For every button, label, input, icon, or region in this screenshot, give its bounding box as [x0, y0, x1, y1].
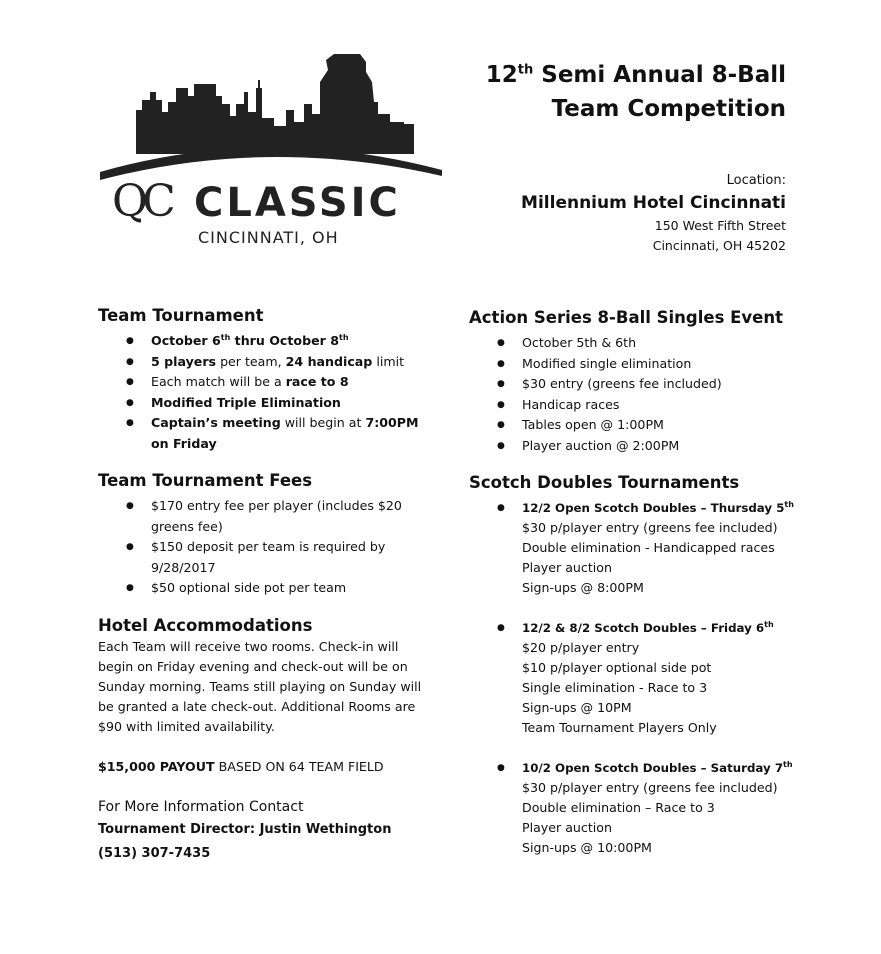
tournament-director: Tournament Director: Justin Wethington — [98, 821, 392, 837]
scotch-event-line: Double elimination - Handicapped races — [522, 540, 775, 555]
location-block — [521, 172, 786, 256]
scotch-event-line: Sign-ups @ 10PM — [522, 700, 632, 715]
scotch-event-line: $20 p/player entry — [522, 640, 640, 655]
title-line-2: Team Competition — [551, 96, 786, 122]
list-item: ● October 5th & 6th — [522, 333, 799, 354]
venue-city: Cincinnati, OH 45202 — [652, 238, 786, 253]
title-line-1-text: Semi Annual 8-Ball — [541, 62, 786, 88]
scotch-event-saturday — [469, 758, 799, 858]
left-column — [98, 305, 428, 866]
list-item: ● Captain’s meeting will begin at 7:00PM on Friday — [151, 413, 428, 454]
scotch-events — [469, 498, 799, 858]
fees-list — [98, 496, 428, 599]
scotch-event-line: Double elimination – Race to 3 — [522, 800, 715, 815]
list-item: ● Each match will be a race to 8 — [151, 372, 428, 393]
action-series-heading: Action Series 8-Ball Singles Event — [469, 308, 783, 327]
scotch-event-line: Sign-ups @ 10:00PM — [522, 840, 652, 855]
scotch-event-friday — [469, 618, 799, 738]
scotch-event-line: $30 p/player entry (greens fee included) — [522, 520, 778, 535]
logo-qc-mark: QC — [112, 176, 170, 227]
scotch-event-line: Sign-ups @ 8:00PM — [522, 580, 644, 595]
scotch-heading: Scotch Doubles Tournaments — [469, 473, 740, 492]
list-item: ● $30 entry (greens fee included) — [522, 374, 799, 395]
list-item: ● $50 optional side pot per team — [151, 578, 428, 599]
hotel-text: Each Team will receive two rooms. Check-in will begin on Friday evening and check-out will be on Sunday morning. Teams still playing on Sunday will be granted a late check-out. Additional Rooms are $90 with limited availability. — [98, 638, 422, 734]
scotch-event-line: Team Tournament Players Only — [522, 720, 717, 735]
contact-heading: For More Information Contact — [98, 798, 304, 815]
list-item: ● $170 entry fee per player (includes $20 greens fee) — [151, 496, 428, 537]
fees-heading: Team Tournament Fees — [98, 471, 313, 490]
scotch-event-line: Player auction — [522, 560, 612, 575]
title-number-suffix: th — [517, 62, 534, 78]
title-line-1 — [486, 58, 786, 92]
scotch-event-title: ● 12/2 Open Scotch Doubles – Thursday 5th — [522, 500, 794, 515]
hotel-heading: Hotel Accommodations — [98, 615, 313, 635]
list-item: ● Tables open @ 1:00PM — [522, 415, 799, 436]
list-item: ● Modified Triple Elimination — [151, 393, 428, 414]
location-label: Location: — [726, 173, 786, 188]
list-item: ● Handicap races — [522, 395, 799, 416]
scotch-event-line: Player auction — [522, 820, 612, 835]
scotch-event-line: Single elimination - Race to 3 — [522, 680, 708, 695]
team-tournament-heading: Team Tournament — [98, 306, 264, 325]
list-item: ● Player auction @ 2:00PM — [522, 436, 799, 457]
team-tournament-list — [98, 331, 428, 454]
scotch-event-line: $30 p/player entry (greens fee included) — [522, 780, 778, 795]
venue-name: Millennium Hotel Cincinnati — [521, 193, 786, 213]
action-series-list — [469, 333, 799, 456]
logo-city: CINCINNATI, OH — [198, 228, 339, 247]
list-item: ● $150 deposit per team is required by 9/28/2017 — [151, 537, 428, 578]
right-column — [469, 307, 799, 878]
scotch-event-thursday — [469, 498, 799, 598]
list-item: ● October 6th thru October 8th — [151, 331, 428, 352]
list-item: ● 5 players per team, 24 handicap limit — [151, 352, 428, 373]
scotch-event-title: ● 10/2 Open Scotch Doubles – Saturday 7th — [522, 760, 793, 775]
scotch-event-line: $10 p/player optional side pot — [522, 660, 712, 675]
payout-line: $15,000 PAYOUT BASED ON 64 TEAM FIELD — [98, 758, 384, 774]
qc-classic-logo — [98, 52, 444, 247]
title-number: 12 — [485, 62, 518, 88]
event-title — [486, 58, 786, 126]
logo-classic-wordmark: CLASSIC — [194, 180, 401, 226]
contact-phone: (513) 307-7435 — [98, 845, 211, 861]
scotch-event-title: ● 12/2 & 8/2 Scotch Doubles – Friday 6th — [522, 620, 774, 635]
venue-street: 150 West Fifth Street — [654, 218, 786, 233]
list-item: ● Modified single elimination — [522, 354, 799, 375]
